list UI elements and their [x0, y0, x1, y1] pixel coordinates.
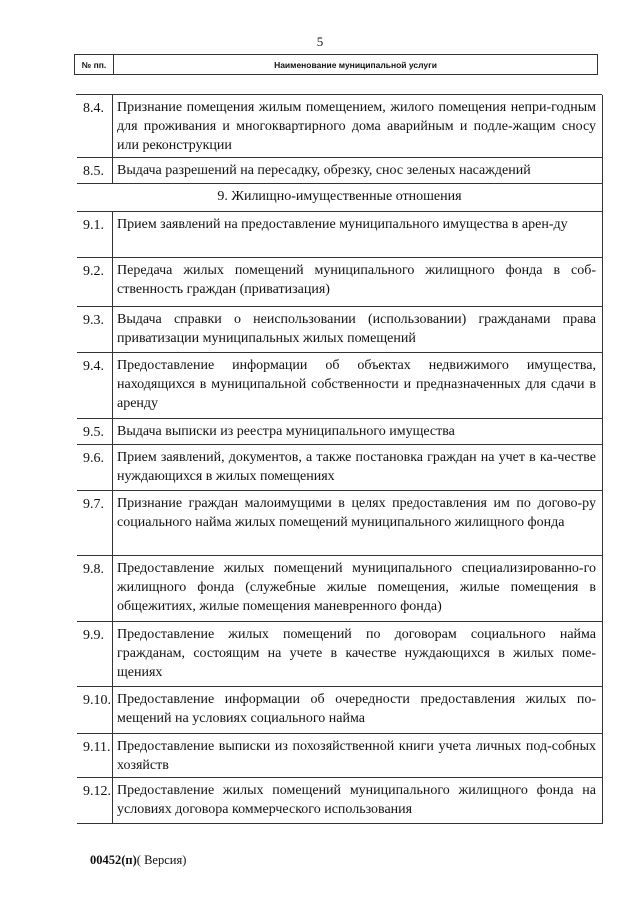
page-number: 5 — [316, 34, 324, 49]
document-version: ( Версия) — [136, 853, 187, 867]
row-text: Признание помещения жилым помещением, жилого помещения непри-годным для проживания и многоквартирного дома аварийным и подле-жащим сносу или реконструкции — [113, 95, 603, 158]
table-row — [77, 158, 603, 184]
services-table — [76, 94, 602, 817]
table-row — [77, 95, 603, 158]
document-footer — [90, 853, 186, 868]
table-row — [77, 687, 603, 734]
row-text: Предоставление жилых помещений муниципального жилищного фонда на условиях договора коммерческого использования — [113, 778, 603, 824]
row-number: 9.9. — [77, 622, 113, 687]
table-row — [77, 778, 603, 824]
table-row — [77, 491, 603, 556]
table-row — [77, 353, 603, 419]
row-number: 9.4. — [77, 353, 113, 419]
row-number: 9.3. — [77, 307, 113, 353]
table-row — [77, 212, 603, 258]
table-row — [77, 445, 603, 491]
row-number: 8.4. — [77, 95, 113, 158]
row-text: Предоставление выписки из похозяйственной книги учета личных под-собных хозяйств — [113, 734, 603, 778]
row-number: 9.8. — [77, 556, 113, 622]
table-row — [77, 258, 603, 307]
row-text: Предоставление информации об очередности предоставления жилых по-мещений на условиях социального найма — [113, 687, 603, 734]
header-num-column: № пп. — [75, 55, 114, 74]
row-text: Предоставление жилых помещений по договорам социального найма гражданам, состоящим на учете в качестве нуждающихся в жилых поме-щениях — [113, 622, 603, 687]
row-number: 9.1. — [77, 212, 113, 258]
row-text: Предоставление жилых помещений муниципального специализированно-го жилищного фонда (служебные жилые помещения, жилые помещения в общежитиях, жилые помещения маневренного фонда) — [113, 556, 603, 622]
row-number: 9.10. — [77, 687, 113, 734]
table-header — [74, 54, 598, 75]
document-code: 00452(п) — [90, 853, 137, 867]
row-text: Выдача выписки из реестра муниципального имущества — [113, 419, 603, 445]
table-row — [77, 556, 603, 622]
row-text: Выдача разрешений на пересадку, обрезку, снос зеленых насаждений — [113, 158, 603, 184]
row-number: 8.5. — [77, 158, 113, 184]
row-number: 9.6. — [77, 445, 113, 491]
row-text: Признание граждан малоимущими в целях предоставления им по догово-ру социального найма жилых помещений муниципального жилищного фонда — [113, 491, 603, 556]
table-row — [77, 307, 603, 353]
section-row — [77, 184, 603, 212]
row-text: Прием заявлений, документов, а также постановка граждан на учет в ка-честве нуждающихся в жилых помещениях — [113, 445, 603, 491]
row-text: Передача жилых помещений муниципального жилищного фонда в соб-ственность граждан (приватизация) — [113, 258, 603, 307]
row-number: 9.12. — [77, 778, 113, 824]
table-row — [77, 622, 603, 687]
header-name-column: Наименование муниципальной услуги — [274, 59, 437, 70]
row-number: 9.5. — [77, 419, 113, 445]
row-number: 9.7. — [77, 491, 113, 556]
table-row — [77, 734, 603, 778]
row-text: Выдача справки о неиспользовании (использовании) гражданами права приватизации муниципальных жилых помещений — [113, 307, 603, 353]
row-text: Предоставление информации об объектах недвижимого имущества, находящихся в муниципальной собственности и предназначенных для сдачи в аренду — [113, 353, 603, 419]
row-text: Прием заявлений на предоставление муниципального имущества в арен-ду — [113, 212, 603, 258]
row-number: 9.11. — [77, 734, 113, 778]
section-title: 9. Жилищно-имущественные отношения — [77, 184, 603, 212]
row-number: 9.2. — [77, 258, 113, 307]
table-row — [77, 419, 603, 445]
